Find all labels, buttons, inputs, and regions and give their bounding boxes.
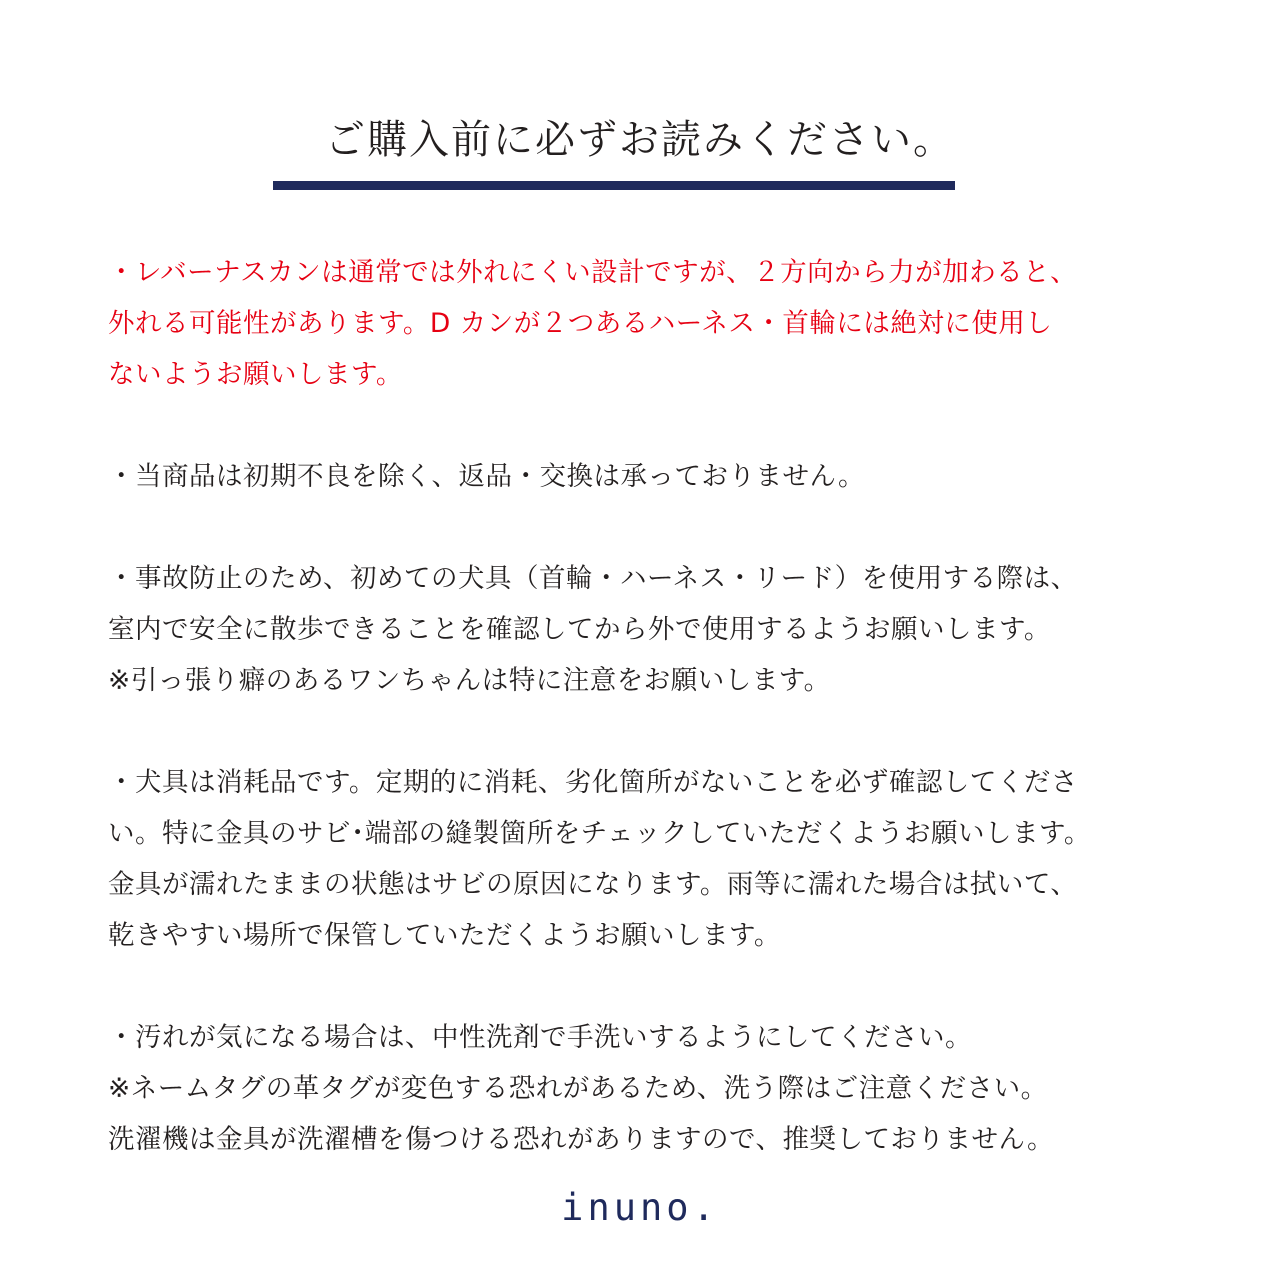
- note-line: 洗濯機は金具が洗濯槽を傷つける恐れがありますので、推奨しておりません。: [108, 1124, 1055, 1155]
- brand-logo: inuno.: [561, 1186, 719, 1229]
- note-line: ・当商品は初期不良を除く、返品・交換は承っておりません。: [108, 461, 866, 492]
- note-line: ないようお願いします。: [108, 359, 403, 390]
- title-underline: [273, 181, 955, 190]
- note-washing: [108, 1012, 1228, 1165]
- note-line: 外れる可能性があります。D カンが２つあるハーネス・首輪には絶対に使用し: [108, 308, 1053, 339]
- page-title: ご購入前に必ずお読みください。: [325, 117, 955, 163]
- note-line: ※引っ張り癖のあるワンちゃんは特に注意をお願いします。: [108, 665, 831, 696]
- note-line: ・汚れが気になる場合は、中性洗剤で手洗いするようにしてください。: [108, 1022, 972, 1053]
- note-returns: [108, 451, 1228, 502]
- note-harness-warning: [108, 247, 1228, 400]
- note-line: ・事故防止のため、初めての犬具（首輪・ハーネス・リード）を使用する際は、: [108, 563, 1078, 594]
- note-line: ※ネームタグの革タグが変色する恐れがあるため、洗う際はご注意ください。: [108, 1073, 1048, 1104]
- note-consumables: [108, 757, 1228, 961]
- note-line: 金具が濡れたままの状態はサビの原因になります。雨等に濡れた場合は拭いて、: [108, 869, 1078, 900]
- note-line: 乾きやすい場所で保管していただくようお願いします。: [108, 920, 781, 951]
- note-line: ・レバーナスカンは通常では外れにくい設計ですが、２方向から力が加わると、: [108, 257, 1078, 288]
- note-line: ・犬具は消耗品です。定期的に消耗、劣化箇所がないことを必ず確認してくださ: [108, 767, 1078, 798]
- note-line: 室内で安全に散歩できることを確認してから外で使用するようお願いします。: [108, 614, 1051, 645]
- note-line: い。特に金具のサビ･端部の縫製箇所をチェックしていただくようお願いします。: [108, 818, 1091, 849]
- note-safety: [108, 553, 1228, 706]
- notes-list: [108, 247, 1228, 1216]
